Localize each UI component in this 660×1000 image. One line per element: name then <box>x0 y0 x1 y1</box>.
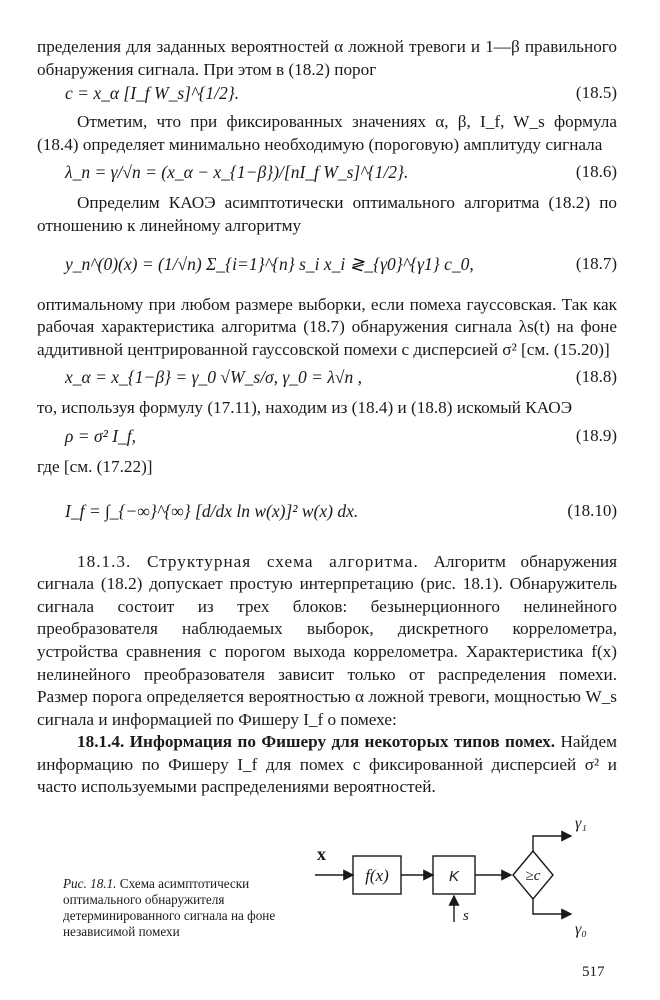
equation-18-8-number: (18.8) <box>575 367 617 387</box>
paragraph-8 <box>37 731 617 799</box>
paragraph-3: Определим КАОЭ асимптотически оптимального алгоритма (18.2) по отношению к линейному алгоритму <box>37 193 617 235</box>
equation-18-7-number: (18.7) <box>575 253 617 273</box>
equation-18-7 <box>37 240 617 292</box>
s-input-label: s <box>463 908 469 924</box>
equation-18-9-number: (18.9) <box>575 425 617 445</box>
output-gamma0-label: γ₀ <box>575 921 587 938</box>
section-18-1-4-body: Найдем информацию по Фишеру I_f для помех с фиксированной дисперсией σ² и часто используемыми распределениями вероятностей. <box>37 732 617 797</box>
section-18-1-4-heading: 18.1.4. Информация по Фишеру для некоторых типов помех. <box>77 732 556 752</box>
equation-18-9 <box>37 422 617 454</box>
paragraph-6: где [см. (17.22)] <box>37 456 153 476</box>
comparator-block-label: ≥c <box>525 868 541 884</box>
paragraph-2: Отметим, что при фиксированных значениях α, β, I_f, W_s формула (18.4) определяет минимально необходимую (пороговую) амплитуду сигнала <box>37 112 617 154</box>
section-18-1-3-heading: 18.1.3. Структурная схема алгоритма. <box>77 551 419 571</box>
equation-18-10 <box>37 481 617 547</box>
paragraph-4: оптимальному при любом размере выборки, если помеха гауссовская. Так как рабочая характеристика алгоритма (18.7) обнаружения сигнала λs(t) на фоне аддитивной центрированной гауссовской помехи с дисперсией σ² [см. (15.20)] <box>37 294 617 359</box>
figure-18-1 <box>37 818 617 958</box>
page-body <box>37 36 617 799</box>
equation-18-6-number: (18.6) <box>575 162 617 182</box>
equation-18-10-body: I_f = ∫_{−∞}^{∞} [d/dx ln w(x)]² w(x) dx. <box>65 500 359 521</box>
equation-18-8 <box>37 363 617 395</box>
output-gamma1-line <box>533 836 571 851</box>
nonlinear-block-label: f(x) <box>365 866 389 885</box>
figure-caption-label: Рис. 18.1. <box>63 876 117 891</box>
section-18-1-3-body: Алгоритм обнаружения сигнала (18.2) допускает простую интерпретацию (рис. 18.1). Обнаружитель сигнала состоит из трех блоков: безынерционного нелинейного преобразователя наблюдаемых выборок, дискретного коррелометра, устройства сравнения с порогом выхода коррелометра. Характеристика f(x) нелинейного преобразователя зависит только от распределения помехи. Размер порога определяется вероятностью α ложной тревоги, мощностью W_s сигнала и информацией по Фишеру I_f о помехе: <box>37 551 618 729</box>
equation-18-7-body: y_n^(0)(x) = (1/√n) Σ_{i=1}^{n} s_i x_i ≷_{γ0}^{γ1} c_0, <box>65 253 474 274</box>
equation-18-6 <box>37 158 617 190</box>
paragraph-7 <box>37 551 617 732</box>
paragraph-1: пределения для заданных вероятностей α ложной тревоги и 1—β правильного обнаружения сигнала. При этом в (18.2) порог <box>37 37 617 79</box>
block-diagram <box>313 818 613 958</box>
paragraph-5: то, используя формулу (17.11), находим из (18.4) и (18.8) искомый КАОЭ <box>37 398 573 418</box>
equation-18-9-body: ρ = σ² I_f, <box>65 425 137 446</box>
equation-18-10-number: (18.10) <box>567 500 617 520</box>
equation-18-6-body: λ_n = γ/√n = (x_α − x_{1−β})/[nI_f W_s]^{1/2}. <box>65 162 409 183</box>
equation-18-5-body: c = x_α [I_f W_s]^{1/2}. <box>65 83 240 104</box>
figure-caption-text: Схема асимптотически оптимального обнаружителя детерминированного сигнала на фоне независимой помехи <box>63 876 276 939</box>
equation-18-5 <box>37 83 617 109</box>
input-x-label: x <box>317 844 326 864</box>
correlator-block-label: K <box>448 868 460 885</box>
equation-18-5-number: (18.5) <box>575 83 617 103</box>
output-gamma1-label: γ₁ <box>575 818 587 832</box>
page-number: 517 <box>582 964 605 980</box>
equation-18-8-body: x_α = x_{1−β} = γ_0 √W_s/σ, γ_0 = λ√n , <box>65 367 363 388</box>
output-gamma0-line <box>533 899 571 914</box>
figure-caption <box>63 876 313 940</box>
